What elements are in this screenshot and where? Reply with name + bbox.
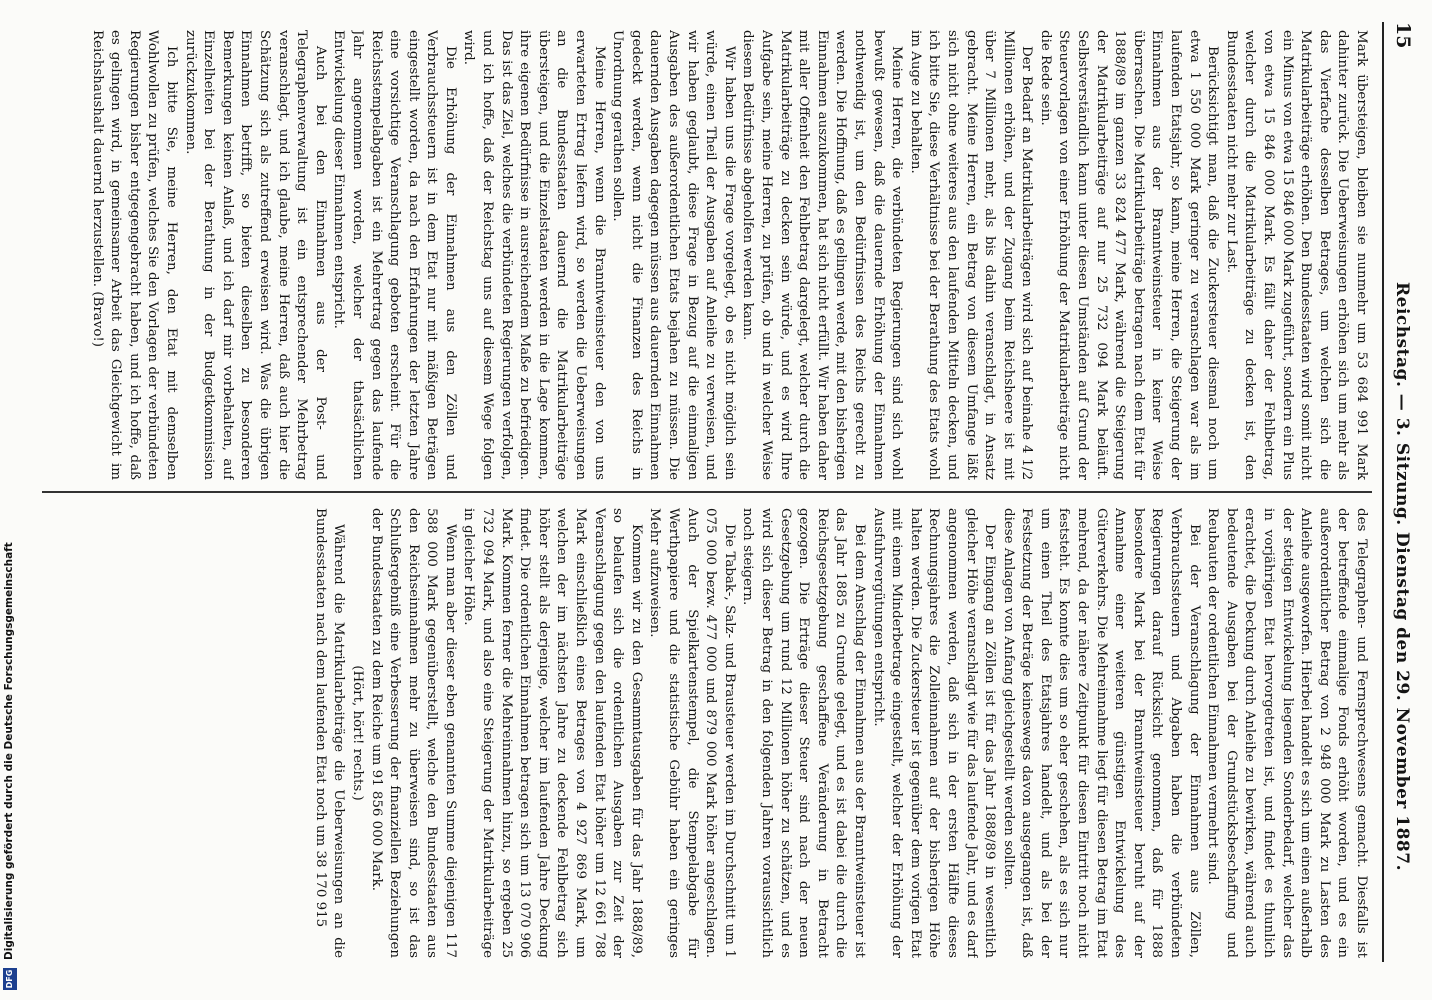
paragraph: Auch bei den Einnahmen aus der Post- und Telegraphenverwaltung ist ein entsprechender Mehrbetrag veranschlagt, und ich glaube, meine Herren, daß auch hier die Schätzung sich als zutreffend erweisen wird. Was die übrigen Einnahmen betrifft, so bieten dieselben zu besonderen Bemerkungen keinen Anlaß, und ich darf mir vorbehalten, auf Einzelheiten bei der Berathung in der Budgetkommission zurückzukommen. bbox=[182, 30, 328, 480]
paragraph: Wir haben uns die Frage vorgelegt, ob es nicht möglich sein würde, einen Theil der Ausgaben auf Anleihe zu verweisen, und wir haben geglaubt, diese Frage in Bezug auf die einmaligen Ausgaben des außerordentlichen Etats bejahen zu müssen. Die dauernden Ausgaben dagegen müssen aus dauernden Einnahmen gedeckt werden, wenn nicht die Finanzen des Reichs in Unordnung gerathen sollen. bbox=[610, 30, 737, 480]
running-title: Reichstag. — 3. Sitzung. Dienstag den 29. November 1887. bbox=[1392, 282, 1412, 872]
dfg-logo-icon: DFG bbox=[3, 968, 17, 990]
paragraph: Meine Herren, wenn die Branntweinsteuer den von uns erwarteten Ertrag liefern wird, so werden die Ueberweisungen an die Bundesstaaten dauernd die Matrikularbeiträge übersteigen, und die Einzelstaaten werden in die Lage kommen, ihre eigenen Bedürfnisse in ausreichendem Maße zu befriedigen. Das ist das Ziel, welches die verbündeten Regierungen verfolgen, und ich hoffe, daß der Reichstag uns auf diesem Wege folgen wird. bbox=[461, 30, 607, 480]
text-column-right bbox=[50, 508, 1370, 958]
paragraph: Ich bitte Sie, meine Herren, den Etat mit demselben Wohlwollen zu prüfen, welches Sie den Vorlagen der verbündeten Regierungen bisher entgegengebracht haben, und ich hoffe, daß es gelingen wird, in gemeinsamer Arbeit das Gleichgewicht im Reichshaushalt dauernd herzustellen. (Bravo!) bbox=[89, 30, 179, 480]
text-column-left bbox=[50, 30, 1370, 480]
column-divider bbox=[42, 491, 1372, 493]
paragraph: Wenn man aber dieser eben genannten Summe diejenigen 117 588 000 Mark gegenüberstellt, welche den Bundesstaaten aus den Reichseinnahmen mehr zu überweisen sind, so ist das Schlußergebniß eine Verbesserung der finanziellen Beziehungen der Bundesstaaten zu dem Reiche um 91 856 000 Mark. bbox=[368, 508, 458, 958]
page-header bbox=[1384, 22, 1424, 962]
page-number: 15 bbox=[1392, 22, 1414, 49]
paragraph: Die Tabak-, Salz- und Brausteuer werden im Durchschnitt um 1 075 000 bezw. 477 000 und 879 000 Mark höher angeschlagen. Auch der Spielkartenstempel, die Stempelabgabe für Werthpapiere und die statistische Gebühr haben ein geringes Mehr aufzuweisen. bbox=[647, 508, 737, 958]
paragraph: Mark übersteigen, bleiben sie nunmehr um 53 684 991 Mark dahinter zurück. Die Ueberweisungen erhöhen sich um mehr als das Vierfache desselben Betrages, um welchen sich die Matrikularbeiträge erhöhen. Den Bundesstaaten wird somit nicht ein Minus von etwa 15 846 000 Mark zugeführt, sondern ein Plus von etwa 15 846 000 Mark. Es fällt daher der Fehlbetrag, welcher durch die Matrikularbeiträge zu decken ist, den Bundesstaaten nicht mehr zur Last. bbox=[1223, 30, 1369, 480]
paragraph: Kommen wir zu den Gesammtausgaben für das Jahr 1888/89, so belaufen sich die ordentlichen Ausgaben zur Zeit der Veranschlagung gegen den laufenden Etat höher um 12 661 788 Mark einschließlich eines Betrages von 4 927 869 Mark, um welchen der im nächsten Jahre zu deckende Fehlbetrag sich höher stellt als derjenige, welcher im laufenden Jahre Deckung findet. Die ordentlichen Einnahmen betragen sich um 13 070 906 Mark. Kommen ferner die Mehreinnahmen hinzu, so ergeben 25 732 094 Mark, und also eine Steigerung der Matrikularbeiträge in gleicher Höhe. bbox=[461, 508, 644, 958]
paragraph: Bei dem Anschlag der Einnahmen aus der Branntweinsteuer ist das Jahr 1885 zu Grunde gelegt, und es ist dabei die durch die Reichsgesetzgebung geschaffene Veränderung in Betracht gezogen. Die Erträge dieser Steuer sind nach der neuen Gesetzgebung um rund 12 Millionen höher zu schätzen, und es wird sich dieser Betrag in den folgenden Jahren voraussichtlich noch steigern. bbox=[740, 508, 867, 958]
paragraph: Meine Herren, die verbündeten Regierungen sind sich wohl bewußt gewesen, daß die dauernde Erhöhung der Einnahmen nothwendig ist, um den Bedürfnissen des Reichs gerecht zu werden. Die Hoffnung, daß es gelingen werde, mit den bisherigen Einnahmen auszukommen, hat sich nicht erfüllt. Wir haben daher mit aller Offenheit den Fehlbetrag dargelegt, welcher durch die Matrikularbeiträge zu decken sein würde, und es wird Ihre Aufgabe sein, meine Herren, zu prüfen, ob und in welcher Weise diesem Bedürfnisse abgeholfen werden kann. bbox=[740, 30, 905, 480]
paragraph: Der Eingang an Zöllen ist für das Jahr 1888/89 in wesentlich gleicher Höhe veranschlagt wie für das laufende Jahr, und es darf angenommen werden, daß sich in der ersten Hälfte dieses Rechnungsjahres die Zolleinnahmen auf der bisherigen Höhe halten werden. Die Zuckersteuer ist gegenüber dem vorigen Etat mit einem Minderbetrage eingestellt, welcher der Erhöhung der Ausfuhrvergütungen entspricht. bbox=[870, 508, 998, 958]
paragraph: Berücksichtigt man, daß die Zuckersteuer diesmal noch um etwa 1 550 000 Mark geringer zu veranschlagen war als im laufenden Etatsjahr, so kann, meine Herren, die Steigerung der Einnahmen aus der Branntweinsteuer in keiner Weise überraschen. Die Matrikularbeiträge betragen nach dem Etat für 1888/89 im ganzen 33 824 477 Mark, während die Steigerung der Matrikularbeiträge auf nur 25 732 094 Mark beläuft. Selbstverständlich kann unter diesen Umständen auf Grund der Steuervorlagen von einer Erhöhung der Matrikularbeiträge nicht die Rede sein. bbox=[1037, 30, 1221, 480]
paragraph: Die Erhöhung der Einnahmen aus den Zöllen und Verbrauchssteuern ist in dem Etat nur mit mäßigen Beträgen eingestellt worden, da nach den Erfahrungen der letzten Jahre eine vorsichtige Veranschlagung geboten erscheint. Für die Reichsstempelabgaben ist ein Mehrertrag gegen das laufende Jahr angenommen worden, welcher der thatsächlichen Entwickelung dieser Einnahmen entspricht. bbox=[331, 30, 458, 480]
interjection: (Hört, hört! rechts.) bbox=[349, 665, 365, 801]
digitization-credit-strip bbox=[0, 0, 22, 1000]
header-rule bbox=[1382, 22, 1384, 962]
paragraph: Bei der Veranschlagung der Einnahmen aus Zöllen, Verbrauchssteuern und Abgaben haben die verbündeten Regierungen darauf Rücksicht genommen, daß für 1888 besondere Mark bei der Branntweinsteuer beruht auf der Annahme einer weiteren günstigen Entwickelung des Güterverkehrs. Die Mehreinnahme liegt für diesen Betrag im Etat mehrend, da der nähere Zeitpunkt für diesen Eintritt noch nicht feststeht. Es konnte dies um so eher geschehen, als es sich nur um einen Theil des Etatsjahres handelt, und als bei der Festsetzung der Beträge keineswegs davon ausgegangen ist, daß diese Anlagen von Anfang gleichgestellt werden sollten. bbox=[1000, 508, 1202, 958]
paragraph: Der Bedarf an Matrikularbeiträgen wird sich auf beinahe 4 1/2 Millionen erhöhen, und der Zugang beim Reichsheere ist mit über 7 Millionen mehr, als bis dahin veranschlagt, in Ansatz gebracht. Meine Herren, ein Betrag von diesem Umfange läßt sich nicht ohne weiteres aus den laufenden Mitteln decken, und ich bitte Sie, diese Verhältnisse bei der Berathung des Etats wohl im Auge zu behalten. bbox=[907, 30, 1035, 480]
paragraph: des Telegraphen- und Fernsprechwesens gemacht. Diesfalls ist der betreffende einmalige Fonds erhöht worden, und es ein außerordentlicher Betrag von 2 948 000 Mark zu Lasten des Anleihe ausgeworfen. Hierbei handelt es sich um einen außerhalb der stetigen Entwickelung liegenden Sonderbedarf, welcher das in vorjährigen Etat hervorgetreten ist, und findet es thunlich erachtet, die Deckung durch Anleihe zu bewirken, während auch bedeutende Ausgaben bei der Grundstücksbeschaffung und Reubauten der ordentlichen Einnahmen vermehrt sind. bbox=[1205, 508, 1369, 958]
paragraph: Während die Matrikularbeiträge die Ueberweisungen an die Bundesstaaten nach dem laufenden Etat noch um 38 170 915 bbox=[312, 508, 347, 958]
digitization-credit: Digitalisierung gefördert durch die Deutsche Forschungsgemeinschaft bbox=[3, 542, 15, 960]
